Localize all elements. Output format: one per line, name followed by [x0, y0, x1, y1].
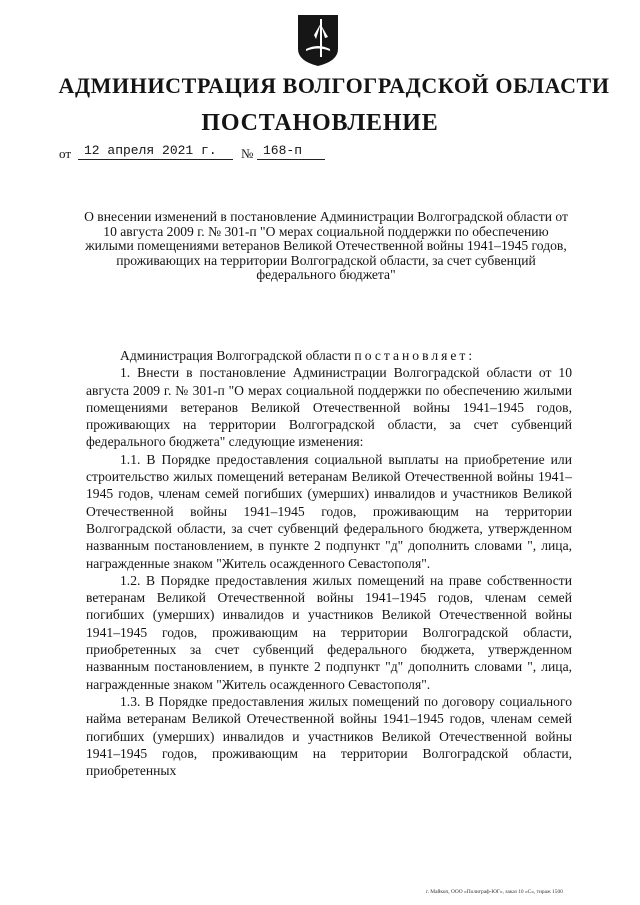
date-number-line [59, 142, 359, 166]
document-subject: О внесении изменений в постановление Администрации Волгоградской области от 10 августа 2009 г. № 301-п "О мерах социальной поддержки по обеспечению жилыми помещениями ветеранов Великой Отечественной войны 1941–1945 годов, проживающих на территории Волгоградской области, за счет субвенций федерального бюджета" [84, 209, 568, 283]
document-type-title: ПОСТАНОВЛЕНИЕ [201, 110, 439, 136]
preamble-lead: Администрация Волгоградской области [120, 348, 352, 363]
preamble [86, 347, 572, 364]
date-prefix: от [59, 146, 72, 161]
document-body [86, 347, 572, 779]
paragraph-1-1: 1.1. В Порядке предоставления социальной выплаты на приобретение или строительство жилых помещений ветеранам Великой Отечественной войны 1941–1945 годов, членам семей погибших (умерших) инвалидов и участников Великой Отечественной войны 1941–1945 годов, проживающим на территории Волгоградской области, за счет субвенций федерального бюджета, утвержденном названным постановлением, в пункте 2 подпункт "д" дополнить словами ", лица, награжденные знаком "Житель осажденного Севастополя". [86, 451, 572, 571]
document-number: 168-п [257, 142, 325, 160]
paragraph-1-2: 1.2. В Порядке предоставления жилых помещений на праве собственности ветеранам Великой Отечественной войны 1941–1945 годов, членам семей погибших (умерших) инвалидов и участников Великой Отечественной войны 1941–1945 годов, проживающим на территории Волгоградской области, приобретенных за счет субвенций федерального бюджета, утвержденном названным постановлением, в пункте 2 подпункт "д" дополнить словами ", лица, награжденные знаком "Житель осажденного Севастополя". [86, 572, 572, 692]
agency-title: АДМИНИСТРАЦИЯ ВОЛГОГРАДСКОЙ ОБЛАСТИ [58, 73, 610, 98]
coat-of-arms-icon [296, 13, 340, 67]
paragraph-1: 1. Внести в постановление Администрации Волгоградской области от 10 августа 2009 г. № 301-п "О мерах социальной поддержки по обеспечению жилыми помещениями ветеранов Великой Отечественной войны 1941–1945 годов, проживающих на территории Волгоградской области, за счет субвенций федерального бюджета" следующие изменения: [86, 365, 572, 450]
preamble-verb: постановляет: [354, 348, 476, 363]
document-date: 12 апреля 2021 г. [78, 142, 233, 160]
paragraph-1-3: 1.3. В Порядке предоставления жилых помещений по договору социального найма ветеранам Великой Отечественной войны 1941–1945 годов, членам семей погибших (умерших) инвалидов и участников Великой Отечественной войны 1941–1945 годов, проживающим на территории Волгоградской области, приобретенных [86, 693, 572, 779]
number-sign: № [241, 146, 254, 161]
print-imprint: г. Майкоп, ООО «Полиграф-ЮГ», заказ 10 «С», тираж 1500 [426, 889, 563, 895]
